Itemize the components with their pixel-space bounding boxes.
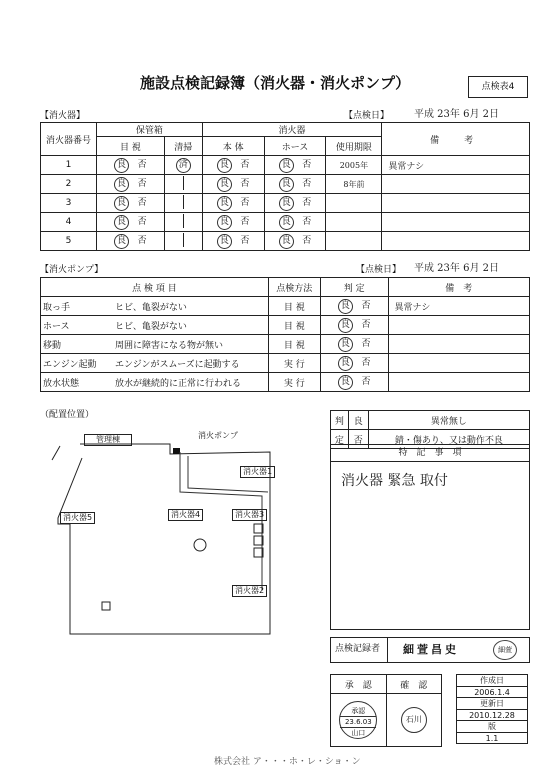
body-judge [202, 175, 264, 194]
v-h-created: 作成日 [457, 675, 528, 687]
table-row [41, 213, 530, 232]
pump-item-name: 移動 [43, 340, 62, 351]
ext-number: 1 [41, 156, 97, 175]
building-label: 管理棟 [84, 434, 132, 446]
ext-number: 2 [41, 175, 97, 194]
pump-judge [320, 316, 388, 335]
expiry-cell [326, 232, 382, 251]
ext-label-2: 消火器2 [232, 585, 267, 597]
bad-label: 否 [137, 179, 147, 189]
legend-bad-desc: 錆・傷あり、又は動作不良 [368, 430, 529, 449]
h-judge: 判 定 [320, 278, 388, 297]
good-mark: 良 [279, 158, 294, 173]
notes-box [330, 444, 530, 630]
visual-judge [96, 194, 164, 213]
table-row [41, 232, 530, 251]
v-h-updated: 更新日 [457, 698, 528, 710]
good-mark: 良 [217, 196, 232, 211]
table-row [41, 194, 530, 213]
building-outline [58, 444, 270, 634]
ext-date-label: 【点検日】 [344, 111, 390, 121]
expiry-cell: 2005年 [326, 156, 382, 175]
pump-item-name: ホース [43, 321, 70, 332]
good-mark: 良 [217, 177, 232, 192]
hose-judge [264, 213, 326, 232]
pump-item-name: 放水状態 [43, 378, 80, 389]
approval-table [330, 674, 442, 747]
bad-label: 否 [302, 179, 312, 189]
good-mark: 良 [114, 234, 129, 249]
table-row [41, 175, 530, 194]
pump-item [41, 335, 269, 354]
clean-cell [164, 156, 202, 175]
good-mark: 良 [338, 318, 353, 333]
remark-cell [382, 194, 530, 213]
v-h-edition: 版 [457, 721, 528, 733]
good-mark: 良 [279, 196, 294, 211]
pump-item [41, 373, 269, 392]
remark-cell [382, 213, 530, 232]
round-marker [194, 539, 206, 551]
pump-item-desc: 放水が継続的に正常に行われる [115, 378, 242, 389]
good-mark: 良 [279, 215, 294, 230]
table-row [41, 354, 530, 373]
bad-label: 否 [137, 236, 147, 246]
recorder-box [330, 637, 530, 663]
bad-label: 否 [302, 160, 312, 170]
h-ext-remarks: 備 考 [382, 123, 530, 156]
hose-judge [264, 156, 326, 175]
good-mark: 良 [114, 177, 129, 192]
pump-remark [388, 354, 529, 373]
body-judge [202, 213, 264, 232]
clean-mark: 済 [176, 158, 191, 173]
good-mark: 良 [338, 337, 353, 352]
pump-method: 実 行 [268, 373, 320, 392]
table-row [41, 297, 530, 316]
table-row [41, 316, 530, 335]
hose-judge [264, 175, 326, 194]
visual-judge [96, 213, 164, 232]
good-mark: 良 [217, 158, 232, 173]
legend-good: 良 [348, 411, 368, 430]
ext-number: 3 [41, 194, 97, 213]
pump-judge [320, 335, 388, 354]
pump-item-name: 取っ手 [43, 302, 71, 313]
notes-title: 特 記 事 項 [331, 445, 529, 462]
pump-method: 目 視 [268, 297, 320, 316]
ext-number: 4 [41, 213, 97, 232]
good-mark: 良 [279, 234, 294, 249]
confirm-stamp-cell [386, 694, 441, 747]
confirm-stamp: 石川 [401, 707, 427, 733]
h-ext-number: 消火器番号 [41, 123, 97, 156]
bad-label: 否 [361, 358, 371, 368]
version-table [456, 674, 528, 744]
hose-judge [264, 194, 326, 213]
approval-stamp [339, 701, 377, 739]
pump-label: 消火ポンプ [198, 431, 238, 440]
pump-section-label: 【消火ポンプ】 [40, 265, 104, 275]
bad-label: 否 [361, 301, 371, 311]
pump-method: 実 行 [268, 354, 320, 373]
body-judge [202, 232, 264, 251]
bad-label: 否 [240, 160, 250, 170]
stamp-top: 承認 [351, 707, 366, 715]
hose-judge [264, 232, 326, 251]
pump-item-desc: ヒビ、亀裂がない [115, 302, 187, 313]
pump-marker [173, 448, 180, 454]
legend-bad: 否 [348, 430, 368, 449]
ext-label-1: 消火器1 [240, 466, 275, 478]
h-item: 点 検 項 目 [41, 278, 269, 297]
pump-item-name: エンジン起動 [43, 359, 97, 370]
bad-label: 否 [137, 160, 147, 170]
legend-h2: 定 [331, 430, 349, 449]
pump-item [41, 316, 269, 335]
recorder-seal: 細萱 [493, 640, 517, 660]
h-hose: ホース [264, 137, 326, 156]
visual-judge [96, 156, 164, 175]
v-updated: 2010.12.28 [457, 710, 528, 721]
h-body: 本 体 [202, 137, 264, 156]
bad-label: 否 [361, 339, 371, 349]
pump-date-value: 平成 23年 6月 2日 [414, 263, 499, 274]
visual-judge [96, 232, 164, 251]
good-mark: 良 [338, 356, 353, 371]
v-created: 2006.1.4 [457, 687, 528, 698]
visual-judge [96, 175, 164, 194]
pump-item [41, 297, 269, 316]
ext-date-value: 平成 23年 6月 2日 [414, 109, 499, 120]
approval-h2: 確 認 [386, 675, 441, 694]
ext-number: 5 [41, 232, 97, 251]
pump-date-label: 【点検日】 [356, 265, 402, 275]
small-box [102, 602, 110, 610]
good-mark: 良 [114, 215, 129, 230]
pump-remark: 異常ナシ [388, 297, 529, 316]
bad-label: 否 [302, 236, 312, 246]
table-row [41, 335, 530, 354]
approval-h1: 承 認 [331, 675, 387, 694]
body-judge [202, 156, 264, 175]
pump-judge [320, 373, 388, 392]
good-mark: 良 [279, 177, 294, 192]
good-mark: 良 [217, 234, 232, 249]
h-pump-remarks: 備 考 [388, 278, 529, 297]
table-row [41, 156, 530, 175]
layout-diagram [40, 422, 330, 642]
h-extinguisher: 消火器 [202, 123, 382, 137]
pump-item-desc: 周囲に障害になる物が無い [115, 340, 224, 351]
remark-cell: 異常ナシ [382, 156, 530, 175]
stamp-date: 23.6.03 [340, 716, 376, 728]
recorder-name: 細萱昌史 [403, 643, 459, 656]
h-expiry: 使用期限 [326, 137, 382, 156]
bad-label: 否 [361, 320, 371, 330]
stamp-name: 山口 [351, 729, 366, 737]
pump-item [41, 354, 269, 373]
bad-label: 否 [240, 198, 250, 208]
clean-cell [164, 213, 202, 232]
extinguisher-table [40, 122, 530, 251]
page-title: 施設点検記録簿（消火器・消火ポンプ） [140, 74, 411, 92]
bad-label: 否 [302, 198, 312, 208]
ext-label-5: 消火器5 [60, 512, 95, 524]
body-judge [202, 194, 264, 213]
ext-label-3: 消火器3 [232, 509, 267, 521]
bad-label: 否 [240, 217, 250, 227]
compass-line [52, 446, 60, 460]
good-mark: 良 [217, 215, 232, 230]
remark-cell [382, 232, 530, 251]
bad-label: 否 [240, 236, 250, 246]
pump-table [40, 277, 530, 392]
h-visual: 目 視 [96, 137, 164, 156]
bad-label: 否 [240, 179, 250, 189]
pump-judge [320, 354, 388, 373]
approval-stamp-cell [331, 694, 387, 747]
pump-remark [388, 316, 529, 335]
layout-section-label: （配置位置） [40, 410, 95, 420]
notes-text: 消火器 緊急 取付 [341, 473, 448, 489]
bad-label: 否 [361, 377, 371, 387]
good-mark: 良 [338, 299, 353, 314]
recorder-label: 点検記録者 [335, 644, 381, 654]
expiry-cell: 8年前 [326, 175, 382, 194]
good-mark: 良 [114, 158, 129, 173]
bad-label: 否 [302, 217, 312, 227]
ext-label-4: 消火器4 [168, 509, 203, 521]
pump-method: 目 視 [268, 335, 320, 354]
good-mark: 良 [338, 375, 353, 390]
pump-judge [320, 297, 388, 316]
bad-label: 否 [137, 198, 147, 208]
legend-good-desc: 異常無し [368, 411, 529, 430]
pump-method: 目 視 [268, 316, 320, 335]
clean-cell [164, 194, 202, 213]
form-badge: 点検表4 [468, 76, 528, 98]
good-mark: 良 [114, 196, 129, 211]
clean-cell [164, 232, 202, 251]
pump-remark [388, 373, 529, 392]
pump-item-desc: エンジンがスムーズに起動する [115, 359, 240, 370]
h-storage: 保管箱 [96, 123, 202, 137]
h-method: 点検方法 [268, 278, 320, 297]
h-clean: 清掃 [164, 137, 202, 156]
v-edition: 1.1 [457, 733, 528, 744]
expiry-cell [326, 213, 382, 232]
expiry-cell [326, 194, 382, 213]
pump-item-desc: ヒビ、亀裂がない [115, 321, 187, 332]
pump-remark [388, 335, 529, 354]
ext-section-label: 【消火器】 [40, 111, 86, 121]
footer: 株式会社 ア・・・ホ・レ・ショ・ン [214, 757, 361, 767]
remark-cell [382, 175, 530, 194]
clean-cell [164, 175, 202, 194]
table-row [41, 373, 530, 392]
legend-h1: 判 [331, 411, 349, 430]
bad-label: 否 [137, 217, 147, 227]
